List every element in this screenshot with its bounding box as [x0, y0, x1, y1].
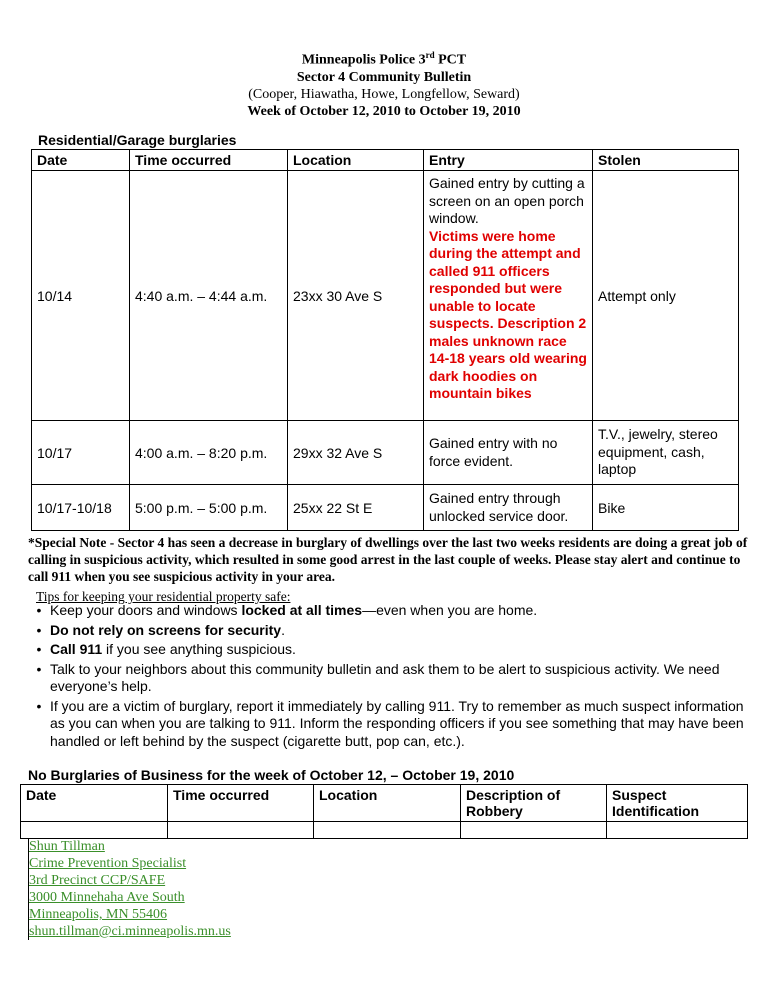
- cell-date: 10/17: [32, 421, 130, 485]
- bulletin-header: [0, 47, 768, 120]
- header-line-3: (Cooper, Hiawatha, Howe, Longfellow, Seward): [248, 86, 520, 102]
- business-table: [20, 784, 748, 839]
- col-description: Description of Robbery: [461, 785, 607, 822]
- cell-entry: [424, 171, 593, 421]
- table-row: [32, 421, 739, 485]
- header-line-1: Minneapolis Police 3rd PCT: [301, 50, 467, 68]
- list-item: • Do not rely on screens for security.: [36, 621, 285, 638]
- table-header-row: [32, 150, 739, 171]
- table-header-row: [21, 785, 748, 822]
- empty-cell: [314, 822, 461, 839]
- cell-location: 29xx 32 Ave S: [288, 421, 424, 485]
- cell-stolen: Bike: [593, 485, 739, 531]
- special-note: *Special Note - Sector 4 has seen a decrease in burglary of dwellings over the last two weeks residents are doing a great job of calling in suspicious activity, which resulted in some good arrest in the last couple of weeks. Please stay alert and continue to call 911 when you see suspicious activity in your area.: [28, 535, 748, 584]
- cell-time: 4:40 a.m. – 4:44 a.m.: [130, 171, 288, 421]
- contact-city-link[interactable]: Minneapolis, MN 55406: [29, 907, 168, 922]
- col-date: Date: [32, 150, 130, 171]
- list-item: • Keep your doors and windows locked at all times—even when you are home.: [36, 602, 538, 618]
- col-time: Time occurred: [130, 150, 288, 171]
- empty-cell: [461, 822, 607, 839]
- residential-title: Residential/Garage burglaries: [38, 132, 237, 148]
- cell-time: 4:00 a.m. – 8:20 p.m.: [130, 421, 288, 485]
- col-stolen: Stolen: [593, 150, 739, 171]
- col-suspect: Suspect Identification: [607, 785, 748, 822]
- cell-date: 10/14: [32, 171, 130, 421]
- empty-cell: [21, 822, 168, 839]
- col-time: Time occurred: [168, 785, 314, 822]
- cell-entry: Gained entry through unlocked service door.: [424, 485, 593, 531]
- col-entry: Entry: [424, 150, 593, 171]
- empty-cell: [168, 822, 314, 839]
- col-date: Date: [21, 785, 168, 822]
- list-item: • If you are a victim of burglary, report it immediately by calling 911. Try to remember as much suspect information as you can when you are talking to 911. Inform the responding officers if you see something that may have been handled or left behind by the suspect (cigarette butt, pop can, etc.).: [36, 697, 744, 749]
- contact-role-link[interactable]: Crime Prevention Specialist: [29, 856, 187, 871]
- cell-date: 10/17-10/18: [32, 485, 130, 531]
- empty-cell: [607, 822, 748, 839]
- entry-red-text: Victims were home during the attempt and called 911 officers responded but were unable to locate suspects. Description 2 males unknown race 14-18 years old wearing dark hoodies on mountain bikes: [429, 227, 587, 401]
- contact-email-link[interactable]: shun.tillman@ci.minneapolis.mn.us: [29, 924, 231, 939]
- tips-title: Tips for keeping your residential property safe:: [36, 589, 291, 604]
- table-row: [32, 485, 739, 531]
- cell-entry: Gained entry with no force evident.: [424, 421, 593, 485]
- cell-stolen: Attempt only: [593, 171, 739, 421]
- cell-time: 5:00 p.m. – 5:00 p.m.: [130, 485, 288, 531]
- list-item: • Call 911 if you see anything suspicious.: [36, 641, 296, 657]
- contact-block: [28, 838, 231, 940]
- tips-list: [28, 602, 748, 752]
- cell-location: 23xx 30 Ave S: [288, 171, 424, 421]
- col-location: Location: [288, 150, 424, 171]
- table-row: [32, 171, 739, 421]
- residential-table: [31, 149, 739, 531]
- cell-stolen: T.V., jewelry, stereo equipment, cash, laptop: [593, 421, 739, 485]
- business-title: No Burglaries of Business for the week of October 12, – October 19, 2010: [28, 767, 515, 783]
- entry-text: Gained entry by cutting a screen on an open porch window.: [429, 175, 585, 226]
- table-row: [21, 822, 748, 839]
- header-line-2: Sector 4 Community Bulletin: [296, 69, 472, 85]
- header-line-4: Week of October 12, 2010 to October 19, 2010: [247, 103, 521, 119]
- list-item: • Talk to your neighbors about this community bulletin and ask them to be alert to suspicious activity. We need everyone’s help.: [36, 660, 720, 694]
- contact-name-link[interactable]: Shun Tillman: [29, 839, 105, 854]
- cell-location: 25xx 22 St E: [288, 485, 424, 531]
- col-location: Location: [314, 785, 461, 822]
- contact-street-link[interactable]: 3000 Minnehaha Ave South: [29, 890, 185, 905]
- contact-unit-link[interactable]: 3rd Precinct CCP/SAFE: [29, 873, 166, 888]
